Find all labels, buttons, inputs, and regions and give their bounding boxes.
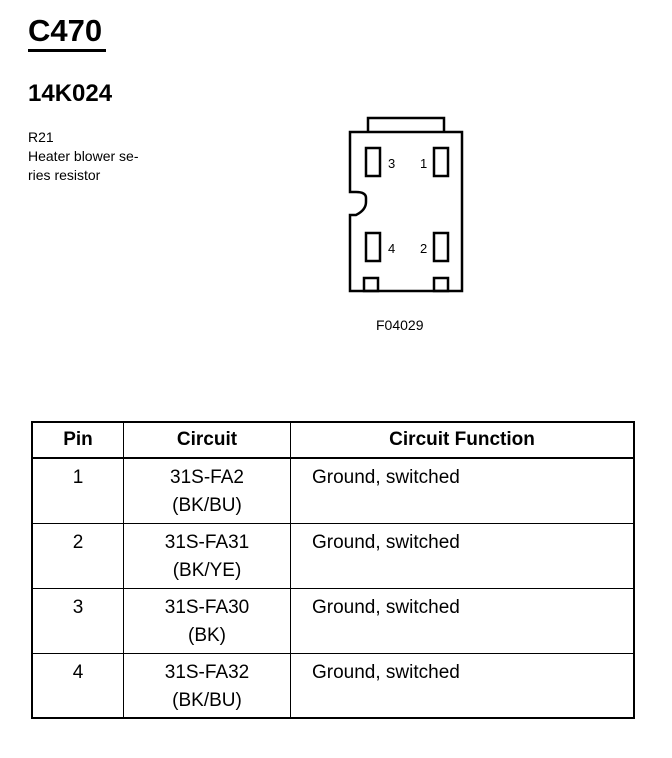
pin-number: 4: [32, 653, 124, 718]
connector-latch: [368, 118, 444, 132]
pin-slot-2: [434, 233, 448, 261]
connector-foot-right: [434, 278, 448, 291]
figure-code: F04029: [376, 317, 424, 333]
pin-slot-3: [366, 148, 380, 176]
table-header-row: [32, 422, 634, 458]
component-desc-line-2: ries resistor: [28, 167, 101, 183]
wire-color: (BK): [188, 624, 226, 646]
header-circuit-function: Circuit Function: [291, 422, 635, 458]
circuit-code: 31S-FA2: [170, 467, 244, 488]
circuit-cell: [124, 458, 291, 523]
header-pin: Pin: [32, 422, 124, 458]
circuit-function: Ground, switched: [291, 588, 635, 653]
circuit-code: 31S-FA30: [164, 596, 250, 618]
pin-label-1: 1: [420, 156, 428, 171]
pin-label-4: 4: [388, 241, 396, 256]
header-circuit: Circuit: [124, 422, 291, 458]
pin-number: 1: [32, 458, 124, 523]
circuit-cell: [124, 588, 291, 653]
circuit-code: 31S-FA31: [164, 531, 250, 553]
wire-color: (BK/YE): [172, 559, 242, 581]
pin-number: 2: [32, 523, 124, 588]
pin-label-2: 2: [420, 241, 428, 256]
component-ref: R21: [28, 129, 54, 145]
pin-slot-4: [366, 233, 380, 261]
table-row: [32, 523, 634, 588]
circuit-cell: [124, 653, 291, 718]
circuit-code: 31S-FA32: [164, 661, 250, 683]
connector-id: C470: [28, 13, 103, 48]
pin-label-3: 3: [388, 156, 396, 171]
pin-slot-1: [434, 148, 448, 176]
title-underline: [28, 49, 106, 52]
circuit-function: Ground, switched: [291, 523, 635, 588]
connector-diagram: [340, 110, 480, 300]
component-description: [28, 147, 168, 185]
circuit-function: Ground, switched: [291, 653, 635, 718]
component-desc-line-1: Heater blower se-: [28, 148, 139, 164]
pin-table: [31, 421, 635, 719]
connector-foot-left: [364, 278, 378, 291]
table-row: [32, 653, 634, 718]
part-number: 14K024: [28, 80, 113, 107]
wire-color: (BK/BU): [172, 495, 242, 516]
pin-number: 3: [32, 588, 124, 653]
circuit-function: Ground, switched: [291, 458, 635, 523]
circuit-cell: [124, 523, 291, 588]
wire-color: (BK/BU): [172, 689, 242, 711]
table-row: [32, 458, 634, 523]
table-row: [32, 588, 634, 653]
